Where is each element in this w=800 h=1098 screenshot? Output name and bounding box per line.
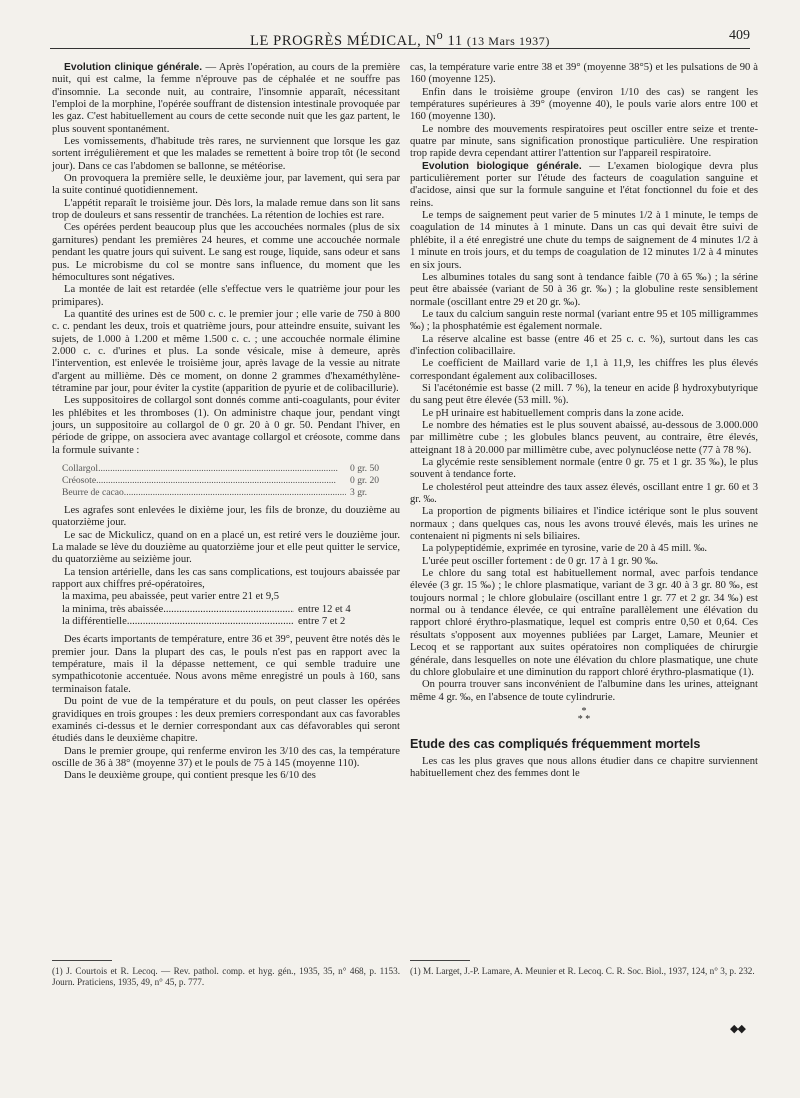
page-number: 409 — [729, 28, 750, 43]
paragraph: Dans le premier groupe, qui renferme environ les 3/10 des cas, la température oscille de 36 à 38° (moyenne 37) et le pouls de 75 à 145 (moyenne 110). — [52, 745, 400, 769]
tension-row — [52, 616, 400, 628]
asterism-bottom: * * — [577, 713, 591, 725]
paragraph: La proportion de pigments biliaires et l'indice ictérique sont le plus souvent normaux ; dans quelques cas, nous les avons trouvé élevés, mais les urines ne contenaient ni pigments ni sels biliaires. — [410, 506, 758, 543]
section-heading: Etude des cas compliqués fréquemment mortels — [410, 736, 701, 751]
paragraph: cas, la température varie entre 38 et 39° (moyenne 38°5) et les pulsations de 90 à 160 (moyenne 125). — [410, 62, 758, 86]
paragraph: Si l'acétonémie est basse (2 mill. 7 %), la teneur en acide β hydroxybutyrique du sang peut être élevée (53 mill. %). — [410, 382, 758, 407]
paragraph: Des écarts importants de température, entre 36 et 39°, peuvent être notés dès le premier jour. Dans la plupart des cas, le pouls n'est pas en rapport avec la température, mais il la dépasse nettement, ce qui semble traduire une sympathicotonie accentuée. Nous avons même enregistré un pouls à 160, sans terminaison fatale. — [52, 634, 400, 695]
formula-row — [62, 475, 400, 487]
formula-quantity: 3 gr. — [350, 487, 368, 498]
paragraph: La montée de lait est retardée (elle s'effectue vers le quatrième jour pour les primipares). — [52, 284, 400, 308]
formula-ingredient: Collargol — [62, 463, 99, 474]
page-end-ornament: ◆◆ — [730, 1023, 745, 1035]
tension-range: entre 7 et 2 — [298, 616, 346, 628]
leader-dots — [98, 463, 346, 475]
formula-row — [62, 487, 400, 499]
issue-number: 11 — [443, 32, 467, 49]
right-column — [410, 62, 758, 781]
paragraph: Les suppositoires de collargol sont donnés comme anti-coagulants, pour éviter les phlébites et les thromboses (1). On administre chaque jour, pendant vingt jours, un suppositoire au collargol de 0 gr. 20 à 0 gr. 50. Pendant l'hiver, en période de grippe, on associera avec avantage collargol et créosote, comme dans la formule suivante : — [52, 395, 400, 456]
tension-label: la minima, très abaissée — [62, 603, 164, 615]
paragraph: L'urée peut osciller fortement : de 0 gr. 17 à 1 gr. 90 ‰. — [422, 555, 659, 567]
paragraph: La tension artérielle, dans les cas sans complications, est toujours abaissée par rapport aux chiffres pré-opératoires, — [52, 566, 400, 591]
paragraph: Le temps de saignement peut varier de 5 minutes 1/2 à 1 minute, le temps de coagulation de 14 minutes à 1 minute. Dans un cas qui devait être suivi de phlébite, il a été enregistré une chute du temps de saignement de 4 minutes 1/2 à 1 minute en trois jours, et du temps de coagulation de 12 minutes 1/2 à 4 minutes en six jours. — [410, 210, 758, 271]
section-divider-asterism — [410, 705, 758, 725]
formula-row — [62, 463, 400, 475]
tension-row — [52, 604, 400, 616]
formula-quantity: 0 gr. 50 — [350, 463, 380, 474]
issue-date: (13 Mars 1937) — [466, 33, 550, 48]
leader-dots — [127, 616, 294, 628]
paragraph: On provoquera la première selle, le deuxième jour, par lavement, qui sera par la suite continué quotidiennement. — [52, 173, 400, 197]
paragraph: Les vomissements, d'habitude très rares, ne surviennent que lorsque les gaz sortent irrégulièrement et que les malades se remettent à boire trop tôt (le second jour). Dans ce cas l'abdomen se ballonne, se météorise. — [52, 136, 400, 172]
paragraph: Le taux du calcium sanguin reste normal (variant entre 95 et 105 milligrammes ‰) ; la phosphatémie est également normale. — [410, 308, 758, 333]
paragraph: La réserve alcaline est basse (entre 46 et 25 c. c. %), surtout dans les cas d'infection colibacillaire. — [410, 333, 758, 357]
paragraph: Le coefficient de Maillard varie de 1,1 à 11,9, les chiffres les plus élevés correspondant également aux colibacilloses. — [410, 358, 758, 382]
paragraph-text: — Après l'opération, au cours de la première nuit, qui est calme, la femme n'éprouve pas de céphalée et ne souffre pas d'insomnie. La seconde nuit, au contraire, l'insomnie apparaît, nécessitant l'emploi de la morphine, l'opérée souffrant de distension intestinale provoquée par les gaz. C'est habituellement au cours de cette seconde nuit que les gaz partent, le plus souvent spontanément. — [52, 62, 401, 135]
leader-dots — [124, 487, 346, 499]
formula-ingredient: Créosote — [62, 475, 97, 486]
paragraph — [52, 62, 400, 136]
collargol-formula — [62, 463, 400, 499]
footnote-right: (1) M. Larget, J.-P. Lamare, A. Meunier et R. Lecoq. C. R. Soc. Biol., 1937, 124, n° 3, p. 232. — [410, 966, 755, 976]
paragraph: Les albumines totales du sang sont à tendance faible (70 à 65 ‰) ; la sérine peut être abaissée (variant de 50 à 36 gr. ‰) ; la globuline reste sensiblement normale (oscillant entre 29 et 20 gr. ‰). — [410, 271, 758, 308]
formula-ingredient: Beurre de cacao — [62, 487, 124, 498]
paragraph-text: — L'examen biologique devra plus particulièrement porter sur l'étude des facteurs de coagulation sanguine et d'acidose, ainsi que sur la formule sanguine et l'état fonctionnel du foie et des reins. — [410, 160, 758, 209]
paragraph: Enfin dans le troisième groupe (environ 1/10 des cas) se rangent les températures supérieures à 39° (moyenne 40), le pouls varie alors entre 100 et 160 (moyenne 130). — [410, 86, 758, 123]
issue-no-sup: o — [436, 28, 444, 42]
paragraph: Le nombre des mouvements respiratoires peut osciller entre seize et trente-quatre par minute, sans signification pronostique particulière. Une respiration trop rapide devra cependant attirer l'attention sur l'appareil respiratoire. — [410, 123, 758, 160]
paragraph: La polypeptidémie, exprimée en tyrosine, varie de 20 à 45 mill. ‰. — [422, 543, 708, 555]
subheading-biological-evolution: Evolution biologique générale. — [422, 160, 582, 172]
tension-row — [52, 591, 400, 603]
paragraph: Le sac de Mickulicz, quand on en a placé un, est retiré vers le douzième jour. La malade se lève du douzième au quatorzième jour et elle peut quitter le service, du quatorzième au seizième jour. — [52, 529, 400, 566]
leader-dots — [96, 475, 346, 487]
paragraph — [410, 161, 758, 210]
formula-quantity: 0 gr. 20 — [350, 475, 380, 486]
paragraph: Le pH urinaire est habituellement compris dans la zone acide. — [422, 407, 684, 419]
paragraph: Le nombre des hématies est le plus souvent abaissé, au-dessous de 3.000.000 par millimètre cube ; les globules blancs peuvent, au contraire, être élevés, atteignant 18 à 20.000 par millimètre cube, avec polynucléose nette (77 à 78 %). — [410, 419, 758, 456]
journal-title — [50, 28, 750, 50]
paragraph: Ces opérées perdent beaucoup plus que les accouchées normales (plus de six garnitures) pendant les premières 24 heures, et comme une accouchée normale pendant les quatre jours qui suivent. Le sang est rouge, liquide, sans odeur et sans pus. Le microbisme du col se montre sans influence, du moment que les hémocultures sont négatives. — [52, 222, 400, 283]
paragraph: Le chlore du sang total est habituellement normal, avec parfois tendance élevée (3 gr. 15 ‰) ; le chlore plasmatique, variant de 3 gr. 40 à 3 gr. 80 ‰, est toujours normal ; le chlore globulaire (oscillant entre 1 gr. 77 et 2 gr. 34 ‰) est normal ou à tendance élevée, ce qui entraîne parallèlement une élévation du rapport chloré érythro-plasmatique, lequel est compris entre 0,50 et 0,64. Ces résultats s'opposent aux moyennes publiées par Larget, Lamare, Meunier et Lecoq et se rapportant aux suites opératoires non compliquées de chirurgie générale, dans lesquelles on note une élévation du chlore plasmatique, une chute du chlore globulaire et une diminution du rapport chloré érythro-plasmatique (1). — [410, 568, 758, 678]
asterism-top: * — [581, 705, 587, 717]
paragraph: Du point de vue de la température et du pouls, on peut classer les opérées gravidiques en trois groupes : les deux premiers correspondant aux cas favorables examinés ci-dessus et le dernier correspondant aux cas défavorables qui seront étudiés dans le deuxième chapitre. — [52, 696, 400, 745]
subheading-clinical-evolution: Evolution clinique générale. — [64, 62, 203, 73]
footnote-left: (1) J. Courtois et R. Lecoq. — Rev. pathol. comp. et hyg. gén., 1935, 35, n° 468, p. 1153. Journ. Praticiens, 1935, 49, n° 45, p. 777. — [52, 966, 400, 987]
left-column — [52, 62, 400, 783]
tension-range: entre 12 et 4 — [298, 603, 351, 615]
footnote-rule-left — [52, 960, 112, 961]
blood-pressure-list — [52, 591, 400, 628]
running-header — [50, 28, 750, 49]
paragraph: La glycémie reste sensiblement normale (entre 0 gr. 75 et 1 gr. 35 ‰), le plus souvent à tendance forte. — [410, 457, 758, 481]
paragraph: Le cholestérol peut atteindre des taux assez élevés, oscillant entre 1 gr. 60 et 3 gr. ‰. — [410, 481, 758, 506]
tension-label: la maxima, peu abaissée, peut varier entre 21 et 9,5 — [62, 591, 280, 603]
paragraph: Dans le deuxième groupe, qui contient presque les 6/10 des — [64, 770, 316, 782]
tension-label: la différentielle — [62, 616, 127, 628]
journal-name: LE PROGRÈS MÉDICAL, N — [250, 32, 437, 49]
paragraph: La quantité des urines est de 500 c. c. le premier jour ; elle varie de 750 à 800 c. c. pendant les deux, trois et quatrième jours, pour atteindre ensuite, suivant les sujets, de 1.000 à 1.200 et même 1.500 c. c. ; une accouchée normale élimine 2.000 c. c. d'urines et plus. La sonde vésicale, mise à demeure, après l'intervention, est enlevée le troisième jour, après lavage de la vessie au nitrate d'argent au millième. Dès ce moment, on donne 2 grammes d'hexaméthylène-tétramine par jour, pour éviter la cystite (apparition de pyurie et de colibacillurie). — [52, 308, 400, 394]
paragraph: On pourra trouver sans inconvénient de l'albumine dans les urines, atteignant même 4 gr. ‰, en l'absence de toute cylindrurie. — [410, 679, 758, 703]
paragraph: Les cas les plus graves que nous allons étudier dans ce chapitre surviennent habituellement chez des femmes dont le — [410, 755, 758, 780]
paragraph: L'appétit reparaît le troisième jour. Dès lors, la malade remue dans son lit sans trop de douleurs et sans ressentir de tranchées. La rétention de lochies est rare. — [52, 197, 400, 222]
footnote-rule-right — [410, 960, 470, 961]
paragraph: Les agrafes sont enlevées le dixième jour, les fils de bronze, du douzième au quatorzième jour. — [52, 505, 400, 529]
leader-dots — [163, 604, 294, 616]
